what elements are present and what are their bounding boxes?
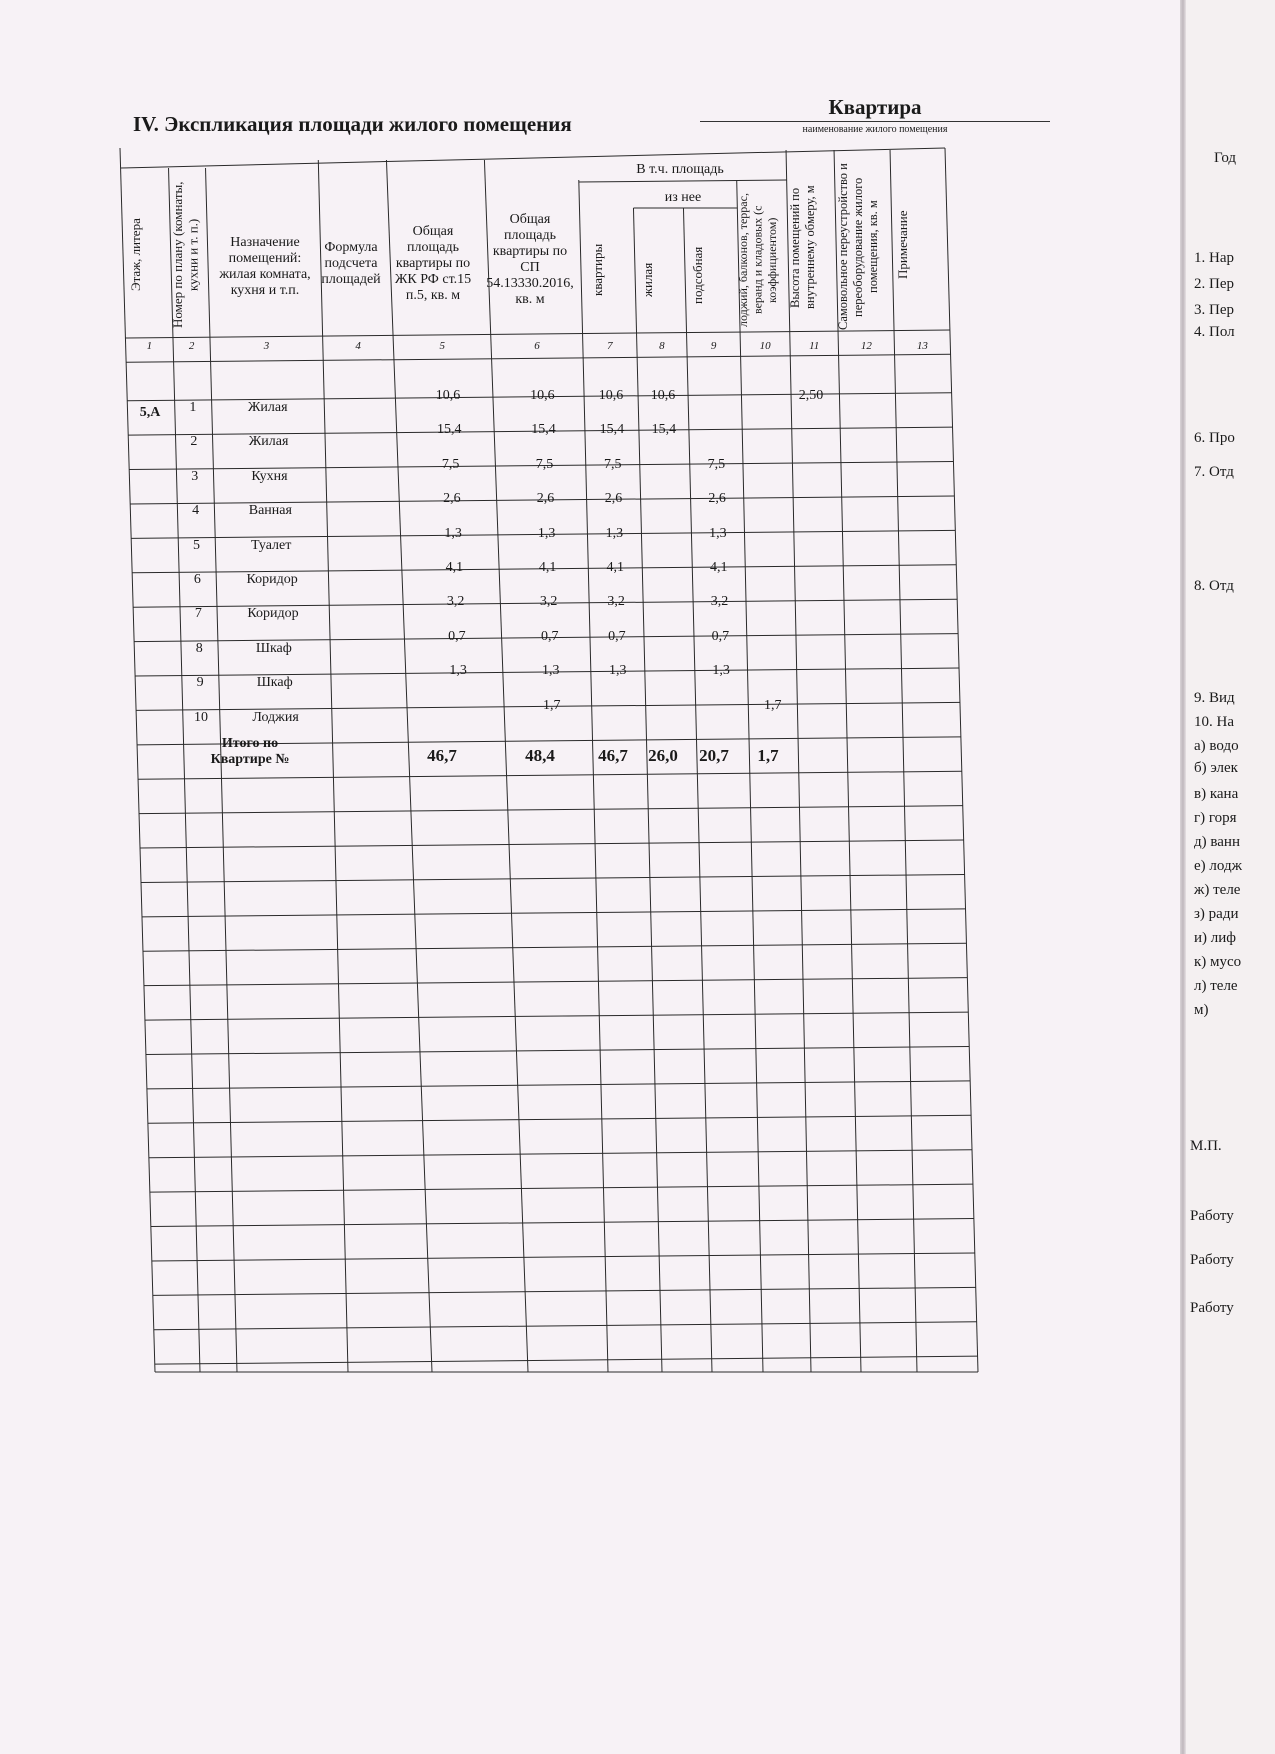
row-line: [144, 978, 967, 986]
area-sp: 1,3: [537, 525, 556, 541]
adjacent-page-text: д) ванн: [1194, 834, 1240, 850]
column-number: 12: [860, 340, 872, 352]
area-sp: 2,6: [536, 491, 555, 507]
column-number: 5: [439, 340, 445, 352]
area-apartment: 1,3: [605, 525, 624, 541]
area-sp: 1,3: [542, 663, 560, 679]
adjacent-page-text: м): [1194, 1002, 1209, 1018]
room-purpose: Коридор: [246, 572, 298, 587]
adjacent-page-text: 8. Отд: [1194, 578, 1234, 594]
column-number: 9: [710, 340, 717, 352]
adjacent-page-text: 10. На: [1194, 714, 1234, 730]
room-number: 7: [194, 606, 202, 622]
area-sp: 4,1: [538, 560, 557, 575]
adjacent-page-text: в) кана: [1194, 786, 1239, 802]
premises-name: Квартира: [828, 95, 922, 119]
row-line: [154, 1322, 977, 1330]
column-number: 13: [916, 340, 928, 352]
area-loggia: 1,7: [764, 697, 782, 713]
adjacent-page-text: з) ради: [1194, 906, 1239, 922]
total-living: 26,0: [648, 746, 678, 765]
area-zk: 7,5: [441, 456, 460, 472]
column-number: 3: [263, 340, 270, 352]
area-zk: 2,6: [443, 491, 461, 507]
room-purpose: Шкаф: [255, 640, 292, 656]
height-value: 2,50: [798, 388, 824, 403]
room-purpose: Ванная: [248, 503, 292, 519]
row-line: [141, 874, 965, 882]
area-sp: 3,2: [539, 594, 558, 610]
room-number: 4: [192, 503, 200, 519]
area-auxiliary: 0,7: [711, 628, 730, 644]
total-sp: 48,4: [525, 746, 555, 765]
adjacent-page-text: М.П.: [1190, 1138, 1222, 1154]
floor-label: 5,А: [139, 405, 161, 420]
area-auxiliary: 7,5: [707, 456, 726, 472]
column-line: [890, 150, 917, 1372]
total-apartment: 46,7: [598, 746, 628, 765]
column-line: [633, 208, 662, 1372]
row-line: [139, 806, 963, 814]
room-purpose: Жилая: [248, 434, 289, 450]
header-auxiliary: подсобная: [690, 246, 705, 304]
column-number: 4: [355, 340, 361, 352]
column-number: 8: [659, 340, 665, 352]
room-purpose: Жилая: [247, 400, 288, 415]
column-number: 6: [534, 340, 540, 352]
row-line: [145, 1012, 968, 1020]
row-line: [150, 1184, 973, 1192]
row-line: [142, 909, 966, 917]
column-number: 11: [809, 340, 820, 352]
area-sp: 7,5: [535, 456, 554, 472]
row-line: [140, 840, 964, 848]
adjacent-page-text: 9. Вид: [1194, 690, 1235, 706]
area-auxiliary: 4,1: [709, 560, 728, 575]
row-line: [151, 1219, 974, 1227]
adjacent-page-text: к) мусо: [1194, 954, 1242, 970]
room-purpose: Кухня: [251, 468, 288, 484]
column-number: 2: [188, 340, 195, 352]
area-apartment: 15,4: [599, 422, 625, 438]
adjacent-page-text: а) водо: [1194, 738, 1239, 754]
room-purpose: Лоджия: [252, 709, 299, 725]
header-loggias: лоджий, балконов, террас, веранд и кладовых (с коэффициентом): [736, 193, 779, 327]
area-zk: 10,6: [435, 388, 461, 403]
room-number: 6: [193, 572, 201, 587]
room-purpose: Туалет: [251, 537, 292, 553]
adjacent-page-text: и) лиф: [1194, 930, 1237, 946]
total-loggia: 1,7: [757, 746, 779, 765]
adjacent-page-text: 6. Про: [1194, 430, 1235, 446]
row-line: [153, 1287, 976, 1295]
header-floor: Этаж, литера: [128, 218, 143, 292]
row-line: [146, 1046, 969, 1054]
column-line: [945, 148, 978, 1372]
row-line: [147, 1081, 970, 1089]
premises-caption: наименование жилого помещения: [802, 124, 948, 135]
area-living: 15,4: [651, 422, 677, 438]
area-apartment: 2,6: [604, 491, 623, 507]
adjacent-page-text: Работу: [1190, 1300, 1234, 1316]
header-note: Примечание: [895, 210, 910, 280]
area-apartment: 1,3: [609, 663, 627, 679]
column-number: 7: [607, 340, 613, 352]
room-purpose: Коридор: [247, 606, 299, 622]
header-formula: Формула подсчета площадей: [321, 240, 381, 288]
area-zk: 4,1: [445, 560, 464, 575]
column-line: [683, 208, 712, 1372]
area-zk: 15,4: [437, 422, 462, 438]
header-purpose: Назначение помещений: жилая комната, кухня и т.п.: [219, 235, 311, 299]
header-living: жилая: [640, 262, 655, 298]
column-line: [484, 160, 528, 1372]
adjacent-page-text: 3. Пер: [1194, 302, 1234, 318]
room-purpose: Шкаф: [256, 675, 293, 691]
area-apartment: 10,6: [598, 388, 624, 403]
adjacent-page-text: Работу: [1190, 1208, 1234, 1224]
adjacent-page-text: е) лодж: [1194, 858, 1242, 874]
adjacent-page-text: Год: [1214, 150, 1237, 166]
adjacent-page-text: 1. Нар: [1194, 250, 1234, 266]
adjacent-page: [1186, 0, 1275, 1754]
area-apartment: 0,7: [608, 628, 626, 644]
header-apartment: квартиры: [590, 243, 605, 297]
total-zk: 46,7: [427, 746, 457, 765]
room-number: 2: [190, 434, 198, 450]
row-line: [148, 1115, 971, 1123]
area-auxiliary: 2,6: [708, 491, 726, 507]
column-number: 1: [146, 340, 153, 352]
header-height: Высота помещений по внутреннему обмеру, м: [788, 185, 817, 310]
area-sp: 1,7: [543, 697, 561, 713]
area-auxiliary: 1,3: [709, 525, 727, 541]
area-sp: 10,6: [530, 388, 555, 403]
area-auxiliary: 3,2: [710, 594, 729, 610]
row-line: [126, 354, 950, 362]
section-title: IV. Экспликация площади жилого помещения: [133, 112, 572, 136]
area-apartment: 7,5: [603, 456, 622, 472]
room-number: 1: [189, 400, 197, 415]
row-line: [155, 1356, 978, 1364]
area-zk: 0,7: [448, 628, 466, 644]
header-total-sp: Общая площадь квартиры по СП 54.13330.2016, кв. м: [486, 212, 574, 308]
adjacent-page-text: б) элек: [1194, 760, 1238, 776]
adjacent-page-text: ж) теле: [1194, 882, 1241, 898]
area-living: 10,6: [650, 388, 676, 403]
area-zk: 1,3: [444, 525, 462, 541]
adjacent-page-text: 2. Пер: [1194, 276, 1234, 292]
header-unauthorized: Самовольное переустройство и переоборудование жилого помещения, кв. м: [836, 163, 880, 331]
header-total-zk: Общая площадь квартиры по ЖК РФ ст.15 п.5, кв. м: [394, 224, 472, 304]
total-label: Итого по Квартире №: [210, 736, 290, 768]
area-sp: 15,4: [531, 422, 556, 438]
area-apartment: 4,1: [606, 560, 624, 575]
area-zk: 1,3: [449, 663, 467, 679]
room-number: 9: [196, 675, 204, 691]
room-number: 3: [191, 468, 199, 484]
adjacent-page-text: 4. Пол: [1194, 324, 1235, 340]
adjacent-page-text: г) горя: [1194, 810, 1237, 826]
adjacent-page-text: 7. Отд: [1194, 464, 1234, 480]
column-line: [579, 180, 608, 1372]
area-sp: 0,7: [540, 628, 559, 644]
header-room-no: Номер по плану (комнаты, кухни и т. п.): [170, 181, 201, 329]
row-line: [152, 1253, 975, 1261]
row-line: [143, 943, 966, 951]
adjacent-page-text: л) теле: [1194, 978, 1238, 994]
column-number: 10: [759, 340, 771, 352]
area-apartment: 3,2: [607, 594, 625, 610]
header-incl-area: В т.ч. площадь: [636, 162, 724, 177]
row-line: [138, 771, 962, 779]
area-auxiliary: 1,3: [712, 663, 730, 679]
room-number: 5: [193, 537, 201, 553]
area-zk: 3,2: [446, 594, 465, 610]
room-number: 8: [195, 640, 203, 656]
total-auxiliary: 20,7: [699, 746, 729, 765]
header-of-which: из нее: [664, 190, 702, 205]
adjacent-page-text: Работу: [1190, 1252, 1234, 1268]
room-number: 10: [194, 709, 209, 725]
column-line: [737, 180, 763, 1372]
row-line: [149, 1150, 972, 1158]
